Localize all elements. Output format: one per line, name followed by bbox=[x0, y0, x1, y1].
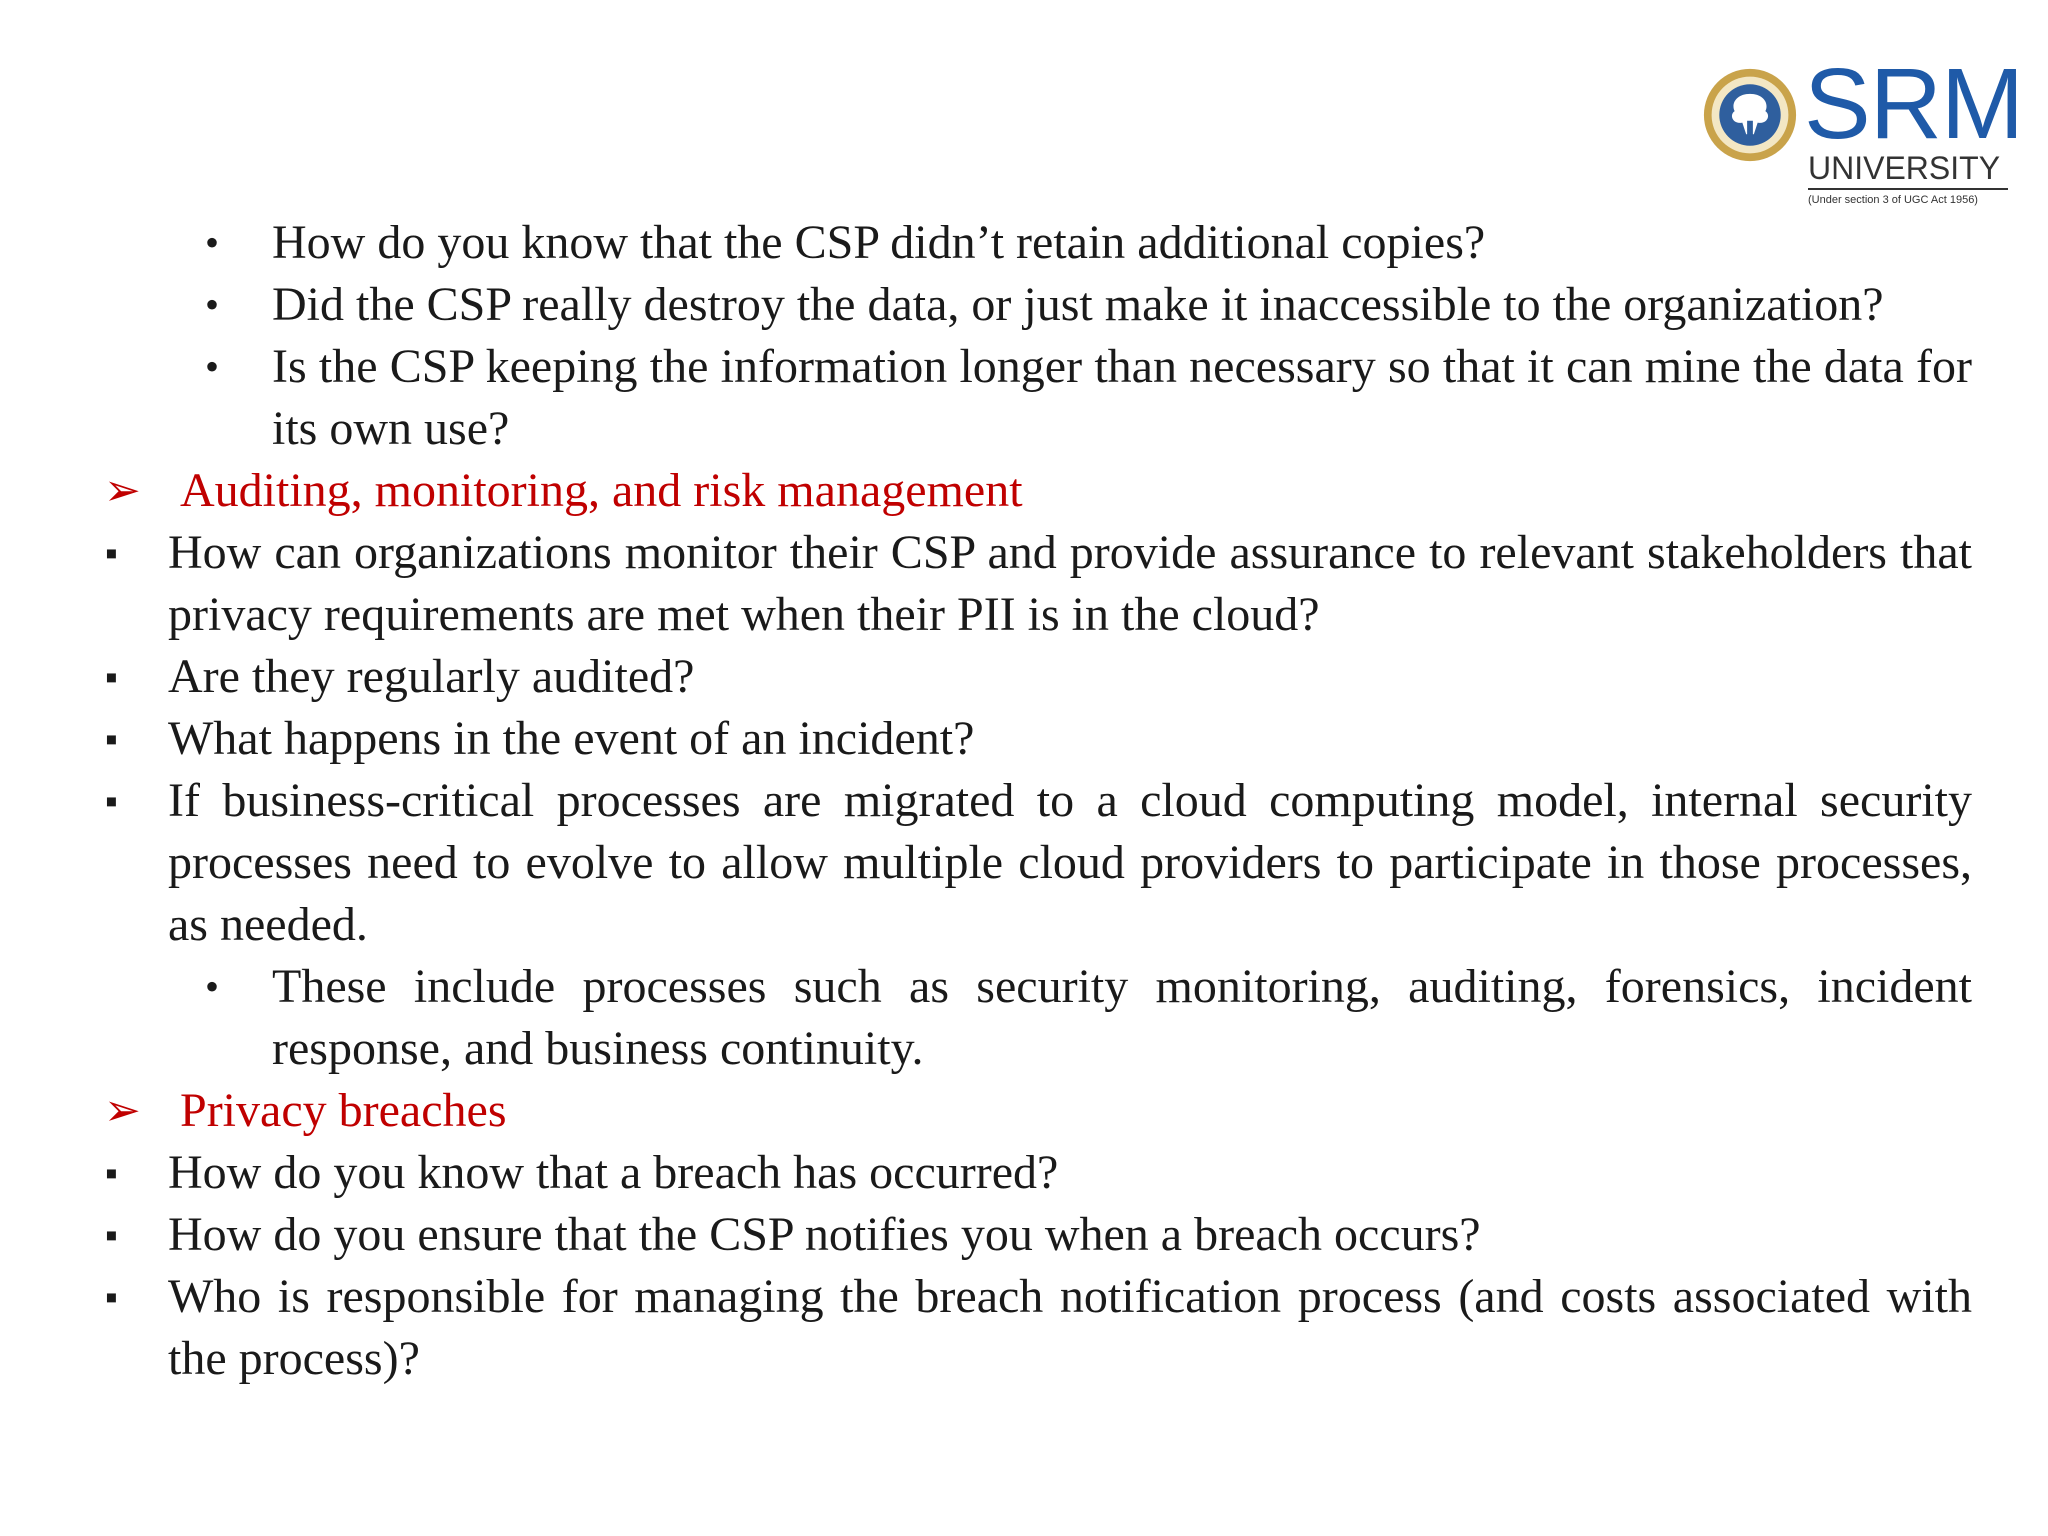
list-item bbox=[0, 212, 1972, 274]
list-item bbox=[0, 274, 1972, 336]
slide-content bbox=[0, 212, 2048, 1390]
section-heading bbox=[0, 460, 1880, 522]
section-heading bbox=[0, 1080, 1880, 1142]
list-item bbox=[0, 956, 1972, 1080]
square-bullet-icon: ▪ bbox=[105, 657, 118, 697]
square-bullet-icon: ▪ bbox=[105, 719, 118, 759]
square-bullet-icon: ▪ bbox=[105, 1153, 118, 1193]
list-item-text: How do you know that a breach has occurred? bbox=[168, 1146, 1059, 1199]
list-item-text: Who is responsible for managing the breach notification process (and costs associated with the process)? bbox=[168, 1270, 1972, 1385]
list-item bbox=[0, 1204, 1972, 1266]
list-item bbox=[0, 522, 1972, 646]
round-bullet-icon: • bbox=[205, 282, 220, 327]
arrow-bullet-icon: ➢ bbox=[104, 1086, 141, 1135]
round-bullet-icon: • bbox=[205, 344, 220, 389]
list-item-text: Are they regularly audited? bbox=[168, 650, 695, 703]
round-bullet-icon: • bbox=[205, 220, 220, 265]
list-item-text: How do you ensure that the CSP notifies you when a breach occurs? bbox=[168, 1208, 1481, 1261]
logo-title: SRM bbox=[1804, 48, 2024, 160]
list-item-text: What happens in the event of an incident? bbox=[168, 712, 975, 765]
list-item bbox=[0, 1142, 1972, 1204]
list-item-text: How can organizations monitor their CSP and provide assurance to relevant stakeholders that privacy requirements are met when their PII is in the cloud? bbox=[168, 526, 1972, 641]
list-item bbox=[0, 336, 1972, 460]
list-item-text: Did the CSP really destroy the data, or just make it inaccessible to the organization? bbox=[272, 278, 1884, 331]
university-logo bbox=[1700, 48, 2024, 212]
list-item bbox=[0, 646, 1972, 708]
list-item-text: How do you know that the CSP didn’t retain additional copies? bbox=[272, 216, 1486, 269]
list-item-text: If business-critical processes are migrated to a cloud computing model, internal security processes need to evolve to allow multiple cloud providers to participate in those processes, as needed. bbox=[168, 774, 1972, 951]
square-bullet-icon: ▪ bbox=[105, 781, 118, 821]
arrow-bullet-icon: ➢ bbox=[104, 466, 141, 515]
list-item bbox=[0, 770, 1972, 956]
list-item bbox=[0, 1266, 1972, 1390]
logo-subtitle: UNIVERSITY bbox=[1808, 150, 2001, 186]
list-item-text: These include processes such as security monitoring, auditing, forensics, incident response, and business continuity. bbox=[272, 960, 1972, 1075]
square-bullet-icon: ▪ bbox=[105, 1277, 118, 1317]
logo-divider bbox=[1808, 188, 2008, 190]
section-heading-text: Privacy breaches bbox=[180, 1084, 507, 1137]
square-bullet-icon: ▪ bbox=[105, 533, 118, 573]
round-bullet-icon: • bbox=[205, 964, 220, 1009]
square-bullet-icon: ▪ bbox=[105, 1215, 118, 1255]
list-item-text: Is the CSP keeping the information longer than necessary so that it can mine the data for its own use? bbox=[272, 340, 1972, 455]
university-seal-icon bbox=[1702, 67, 1798, 163]
section-heading-text: Auditing, monitoring, and risk management bbox=[180, 464, 1023, 517]
list-item bbox=[0, 708, 1972, 770]
logo-note: (Under section 3 of UGC Act 1956) bbox=[1808, 194, 1978, 206]
